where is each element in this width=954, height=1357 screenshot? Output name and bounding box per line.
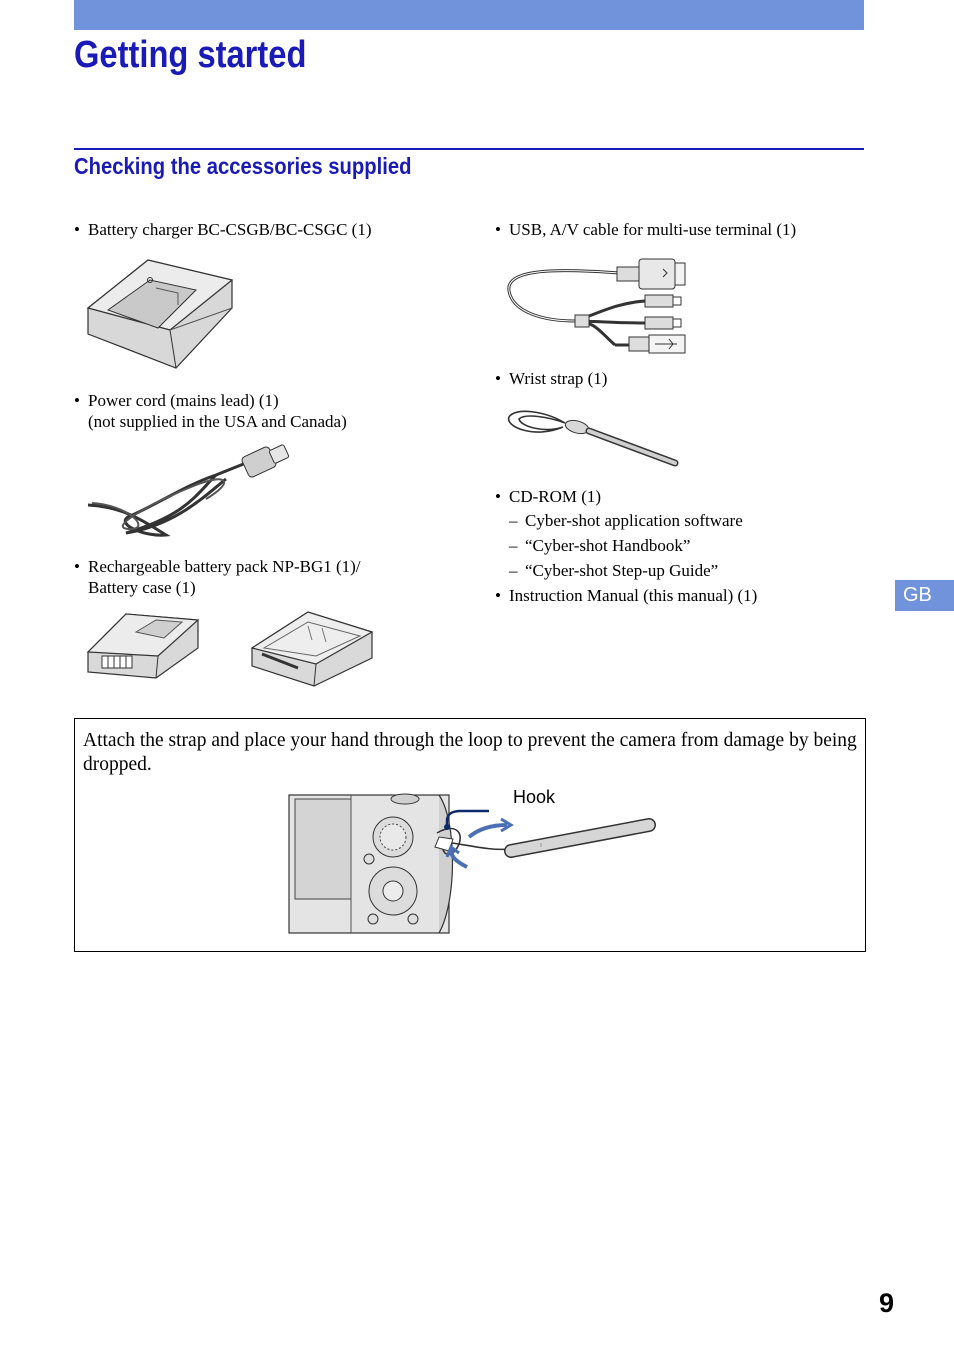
- page-number: 9: [879, 1288, 895, 1318]
- page-title: Getting started: [74, 34, 307, 76]
- usb-av-cable-illustration: [505, 255, 690, 355]
- accessory-instruction-manual: • Instruction Manual (this manual) (1): [495, 586, 758, 605]
- header-accent-bar: [74, 0, 864, 30]
- hook-callout-label: Hook: [513, 787, 556, 807]
- accessory-battery-charger: • Battery charger BC-CSGB/BC-CSGC (1): [74, 220, 372, 239]
- battery-pack-illustration: [86, 612, 201, 680]
- strap-note-box: [74, 718, 866, 952]
- language-tab: GB: [895, 580, 954, 611]
- cd-rom-subitem: – “Cyber-shot Step-up Guide”: [509, 561, 719, 580]
- battery-charger-illustration: [86, 250, 236, 375]
- accessory-battery-pack: • Rechargeable battery pack NP-BG1 (1)/ Battery case (1): [74, 557, 361, 597]
- accessory-power-cord: • Power cord (mains lead) (1) (not supplied in the USA and Canada): [74, 391, 347, 431]
- section-divider: [74, 148, 864, 150]
- cd-rom-subitem: – “Cyber-shot Handbook”: [509, 536, 691, 555]
- accessory-wrist-strap: • Wrist strap (1): [495, 369, 608, 388]
- battery-case-illustration: [250, 610, 375, 688]
- accessory-usb-av-cable: • USB, A/V cable for multi-use terminal (1): [495, 220, 797, 239]
- wrist-strap-illustration: [505, 405, 680, 470]
- camera-strap-illustration: [289, 791, 659, 936]
- strap-note-text: Attach the strap and place your hand through the loop to prevent the camera from damage by being dropped.: [83, 730, 857, 775]
- power-cord-illustration: [86, 445, 306, 545]
- accessory-cd-rom: • CD-ROM (1): [495, 487, 602, 506]
- section-title: Checking the accessories supplied: [74, 153, 412, 179]
- cd-rom-subitem: – Cyber-shot application software: [509, 511, 743, 530]
